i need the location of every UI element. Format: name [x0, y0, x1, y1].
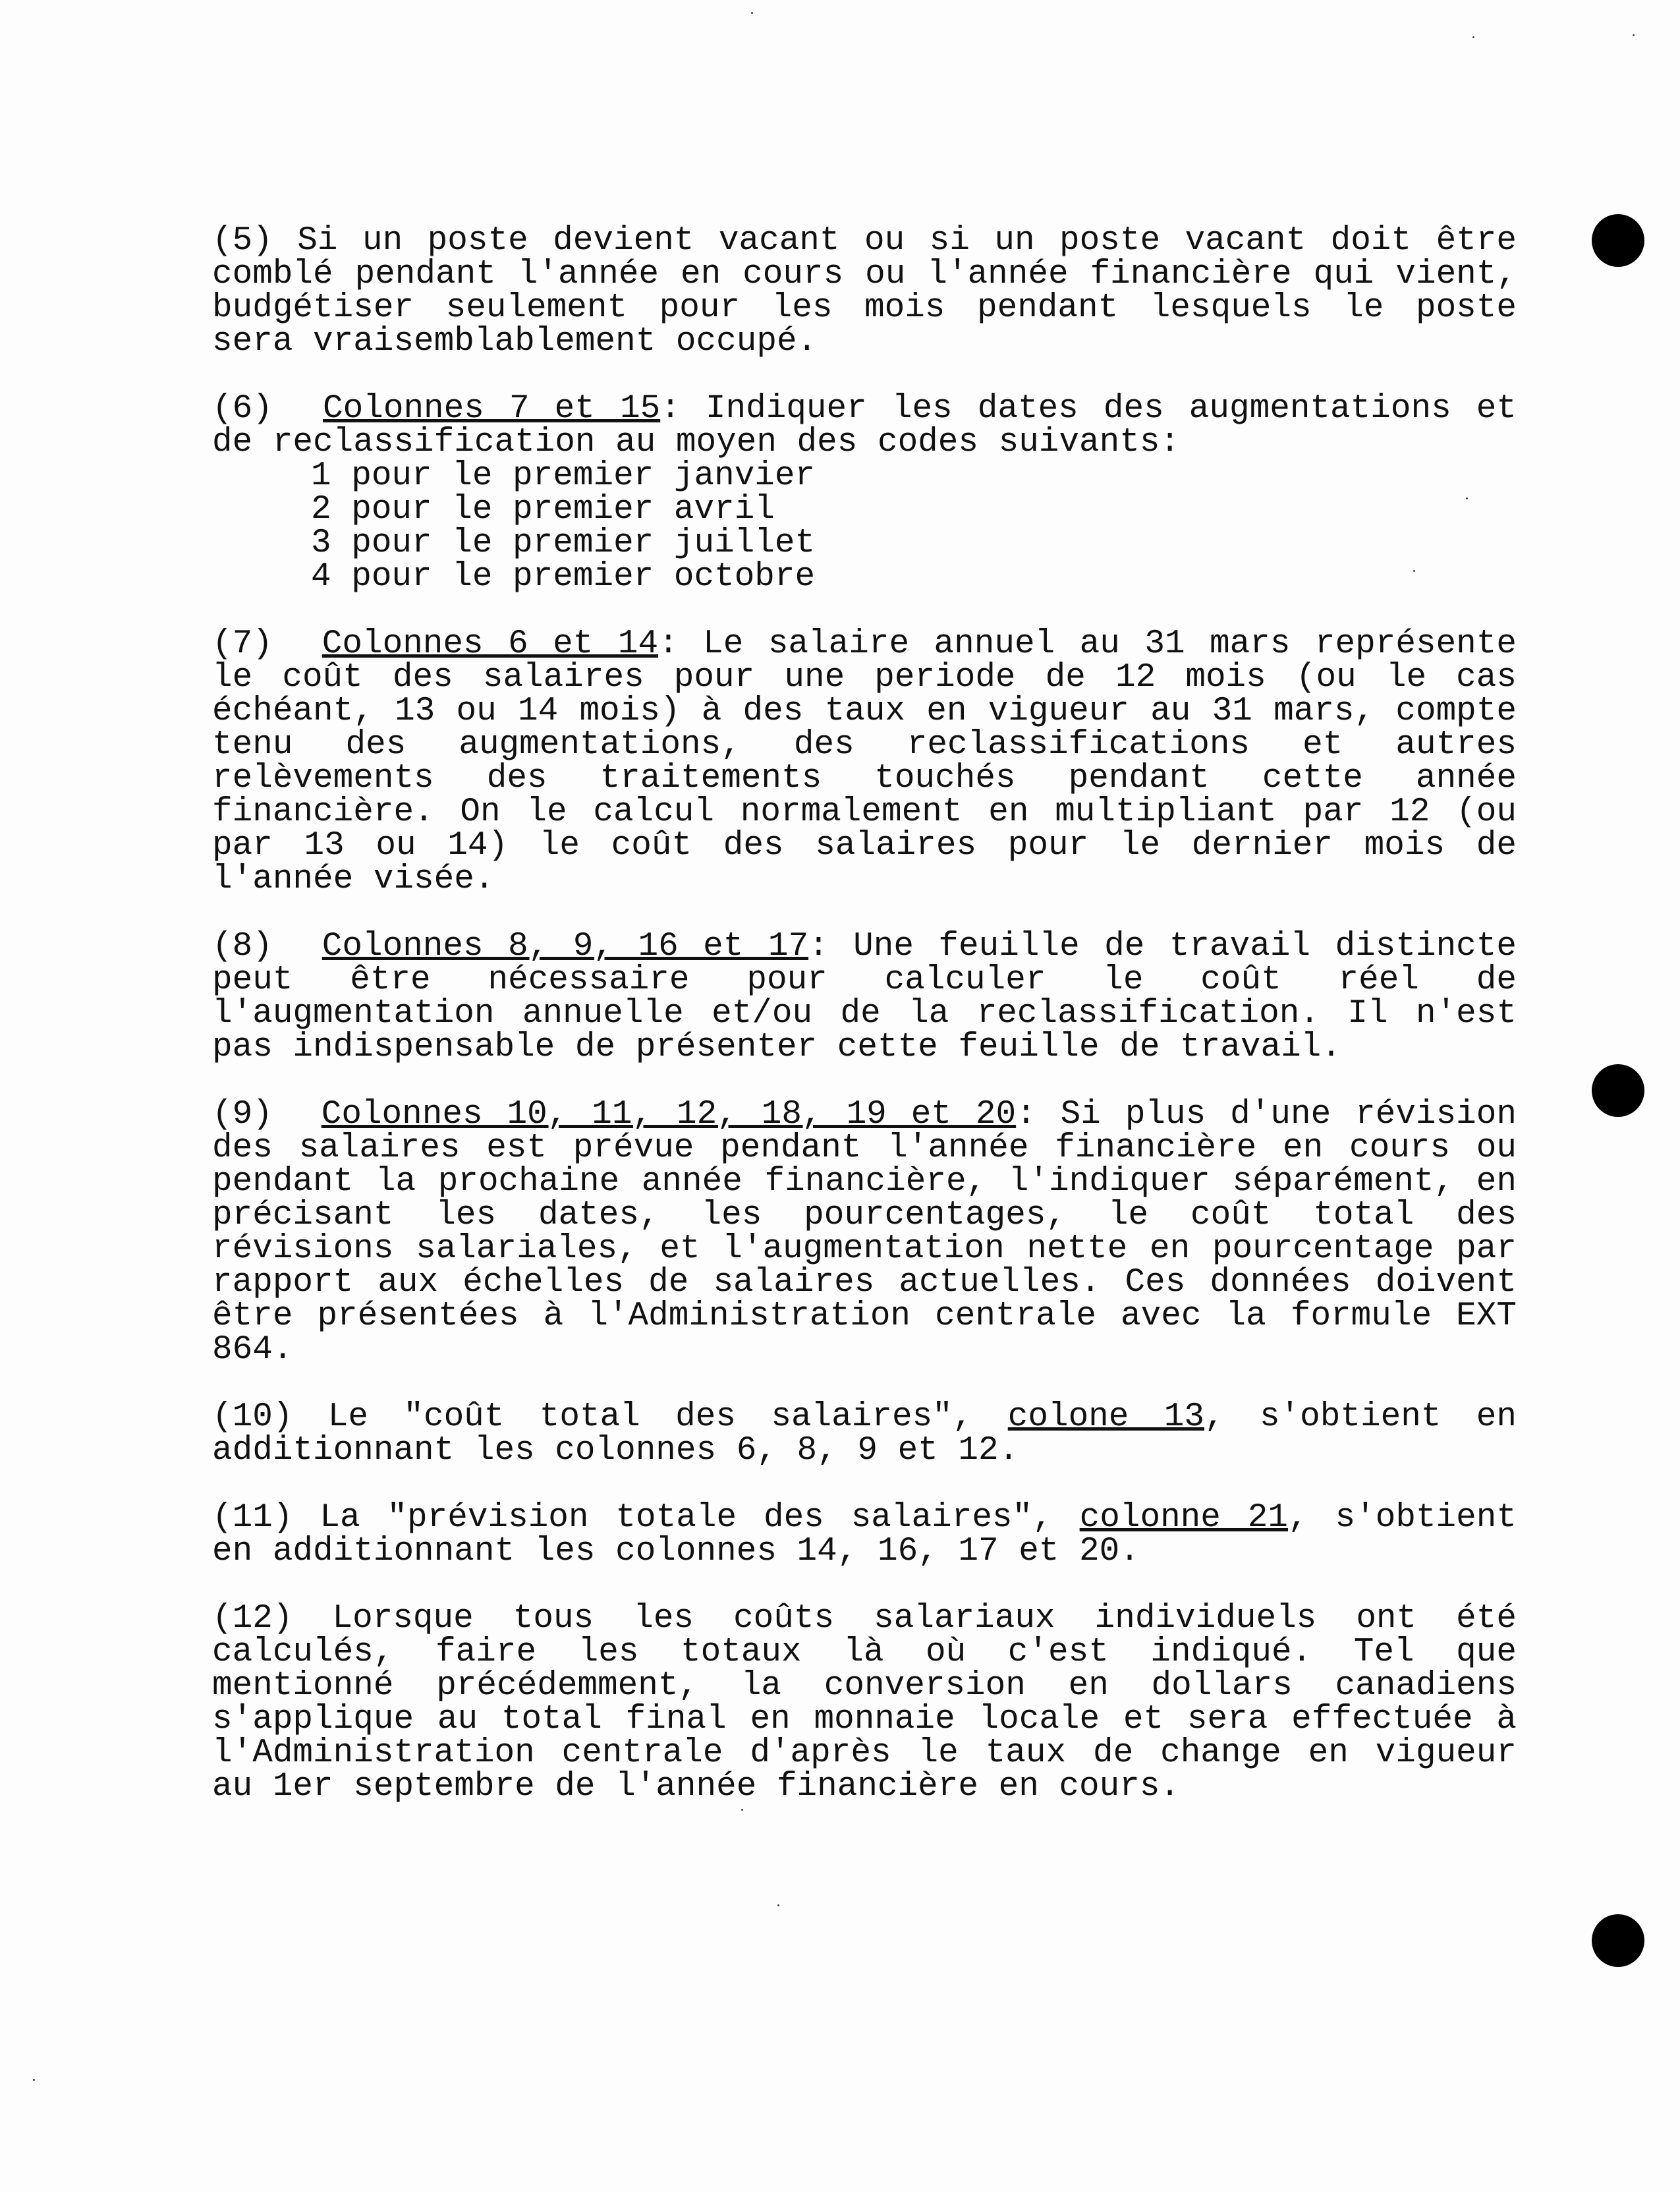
- paragraph-text: , s'obtient en additionnant les colonnes 14, 16, 17 et 20.: [212, 1499, 1517, 1570]
- date-code-item: 1 pour le premier janvier: [311, 457, 816, 495]
- paragraph-9: [212, 1098, 1517, 1367]
- paragraph-text: (11) La "prévision totale des salaires",: [212, 1499, 1080, 1537]
- paragraph-5: (5) Si un poste devient vacant ou si un poste vacant doit être comblé pendant l'année en cours ou l'année financière qui vient, budgétiser seulement pour les mois pendant lesquels le poste sera vraisemblablement occupé.: [212, 222, 1517, 360]
- paragraph-text: : Une feuille de travail distincte peut être nécessaire pour calculer le coût réel de l'augmentation annuelle et/ou de la reclassification. Il n'est pas indispensable de présenter cette feuille de travail.: [212, 928, 1517, 1066]
- scan-speck: [1633, 34, 1635, 36]
- paragraph-10: [212, 1400, 1517, 1467]
- column-reference: colone 13: [1007, 1398, 1204, 1436]
- scan-speck: [1472, 36, 1474, 38]
- punch-hole-top: [1592, 214, 1644, 267]
- column-reference: Colonnes 8, 9, 16 et 17: [322, 928, 809, 965]
- paragraph-number: (8): [212, 928, 273, 965]
- paragraph-6: [212, 392, 1517, 594]
- punch-hole-middle: [1592, 1064, 1644, 1117]
- paragraph-text: : Indiquer les dates des augmentations et de reclassification au moyen des codes suivants:: [212, 390, 1517, 461]
- paragraph-text: , s'obtient en additionnant les colonnes 6, 8, 9 et 12.: [212, 1398, 1517, 1469]
- paragraph-number: (7): [212, 625, 273, 663]
- date-code-item: 2 pour le premier avril: [311, 491, 775, 528]
- date-code-item: 4 pour le premier octobre: [311, 558, 816, 596]
- column-reference: colonne 21: [1079, 1499, 1289, 1537]
- paragraph-number: (6): [212, 390, 273, 428]
- paragraph-11: [212, 1501, 1517, 1568]
- date-code-item: 3 pour le premier juillet: [311, 525, 816, 562]
- scan-speck: [777, 1904, 779, 1906]
- paragraph-7: [212, 627, 1517, 896]
- paragraph-text: : Si plus d'une révision des salaires est prévue pendant l'année financière en cours ou pendant la prochaine année financière, l'indiquer séparément, en précisant les dates, les pourcentages, le coût total des révisions salariales, et l'augmentation nette en pourcentage par rapport aux échelles de salaires actuelles. Ces données doivent être présentées à l'Administration centrale avec la formule EXT 864.: [212, 1096, 1517, 1369]
- date-code-list: [212, 459, 1517, 594]
- column-reference: Colonnes 10, 11, 12, 18, 19 et 20: [321, 1096, 1017, 1133]
- paragraph-number: (9): [212, 1096, 273, 1133]
- paragraph-text: : Le salaire annuel au 31 mars représente le coût des salaires pour une periode de 12 mois (ou le cas échéant, 13 ou 14 mois) à des taux en vigueur au 31 mars, compte tenu des augmentations, des reclassifications et autres relèvements des traitements touchés pendant cette année financière. On le calcul normalement en multipliant par 12 (ou par 13 ou 14) le coût des salaires pour le dernier mois de l'année visée.: [212, 625, 1517, 898]
- scan-speck: [33, 2079, 35, 2081]
- paragraph-text: (10) Le "coût total des salaires",: [212, 1398, 1008, 1436]
- column-reference: Colonnes 7 et 15: [323, 390, 661, 428]
- column-reference: Colonnes 6 et 14: [322, 625, 659, 663]
- document-body: [212, 224, 1517, 1837]
- scan-speck: [751, 12, 753, 14]
- paragraph-8: [212, 930, 1517, 1064]
- paragraph-12: (12) Lorsque tous les coûts salariaux individuels ont été calculés, faire les totaux là où c'est indiqué. Tel que mentionné précédemment, la conversion en dollars canadiens s'applique au total final en monnaie locale et sera effectuée à l'Administration centrale d'après le taux de change en vigueur au 1er septembre de l'année financière en cours.: [212, 1600, 1517, 1806]
- punch-hole-bottom: [1592, 1914, 1644, 1967]
